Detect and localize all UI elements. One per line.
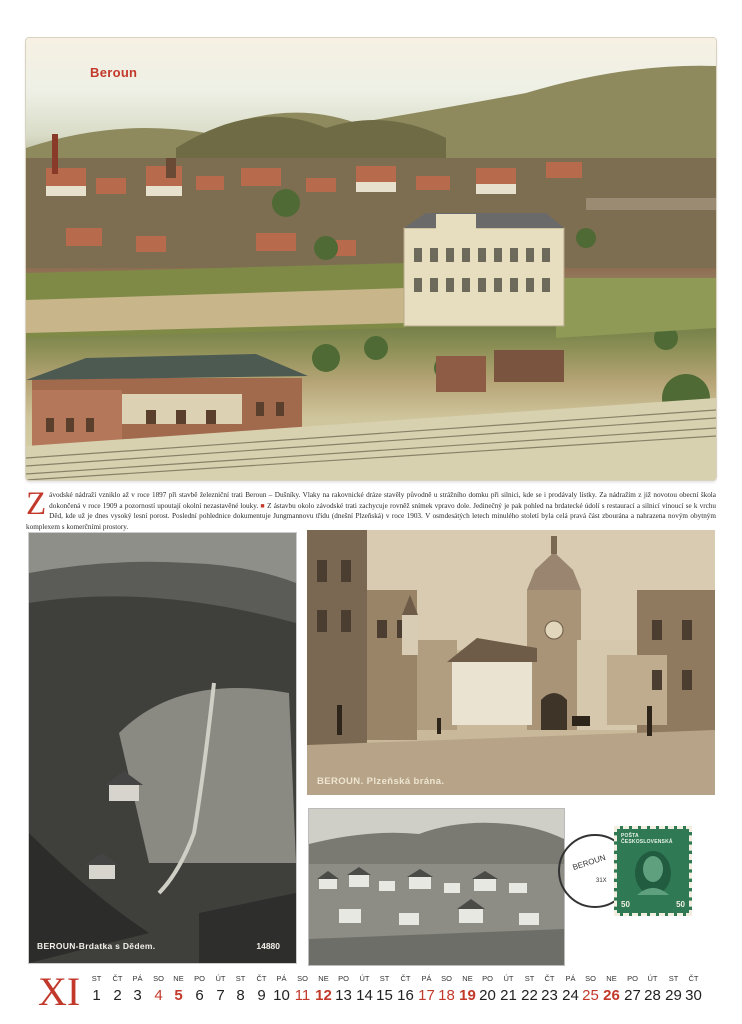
- calendar-weekday: ST: [668, 974, 679, 983]
- calendar-weekday: PÁ: [565, 974, 576, 983]
- brana-label: BEROUN. Plzeňská brána.: [317, 776, 445, 787]
- calendar-strip: [86, 974, 706, 1014]
- calendar-weekday: ST: [91, 974, 102, 983]
- top-postcard-image: [26, 38, 716, 480]
- calendar-weekday: SO: [297, 974, 308, 983]
- calendar-day-number: 2: [113, 987, 122, 1004]
- calendar-day-number: 6: [195, 987, 204, 1004]
- calendar-weekday: ČT: [400, 974, 411, 983]
- calendar-weekday: SO: [585, 974, 596, 983]
- town-panorama-photo: [308, 808, 565, 966]
- top-postcard-illustration: [26, 38, 716, 480]
- postmark-sub: 31X: [596, 878, 607, 884]
- calendar-day-number: 23: [541, 987, 558, 1004]
- calendar-day-number: 13: [335, 987, 352, 1004]
- calendar-day-number: 26: [603, 987, 620, 1004]
- postage-stamp: [614, 826, 692, 916]
- calendar-day-number: 11: [294, 987, 311, 1004]
- postcard-title: Beroun: [90, 65, 138, 80]
- calendar-day-number: 10: [273, 987, 290, 1004]
- calendar-weekday: SO: [153, 974, 164, 983]
- calendar-weekday: PO: [627, 974, 638, 983]
- calendar-day-number: 4: [154, 987, 163, 1004]
- calendar-weekday: PO: [338, 974, 349, 983]
- stamp-value-right: 50: [676, 900, 685, 909]
- caption-part-1: ávodské nádraží vzniklo až v roce 1897 při stavbě železniční trati Beroun – Dušníky. Vlaky na rakovnické dráze stavěly původně u strážního domku při silnici, kde se i prodávaly lístky. Za nádražím z již novotou obecní škola dokončená v roce 1909 a pozorností upoutají okolní nezastavěné louky.: [49, 491, 716, 510]
- month-label: XI: [38, 969, 81, 1014]
- calendar-day-number: 27: [624, 987, 641, 1004]
- brdatka-label: BEROUN-Brdatka s Dědem.: [37, 941, 156, 951]
- calendar-weekday: PO: [194, 974, 205, 983]
- calendar-day-number: 28: [644, 987, 661, 1004]
- postmark-text: BEROUN: [571, 852, 607, 873]
- calendar-day-number: 9: [257, 987, 266, 1004]
- brana-photo: [307, 530, 715, 795]
- calendar-weekday: ÚT: [359, 974, 370, 983]
- calendar-weekday: NE: [462, 974, 473, 983]
- calendar-weekday: ČT: [544, 974, 555, 983]
- calendar-weekday: ČT: [256, 974, 267, 983]
- calendar-day-number: 12: [315, 987, 332, 1004]
- calendar-day-number: 29: [665, 987, 682, 1004]
- calendar-weekday: ST: [524, 974, 535, 983]
- calendar-weekday: PO: [482, 974, 493, 983]
- calendar-weekday: ST: [235, 974, 246, 983]
- calendar-day-number: 22: [521, 987, 538, 1004]
- caption-text: [26, 486, 717, 532]
- stamp-top-text: POŠTA ČESKOSLOVENSKÁ: [621, 833, 673, 845]
- calendar-day-number: 19: [459, 987, 476, 1004]
- caption-part-2: Z ástavbu okolo závodské trati zachycuje rovněž snímek vpravo dole. Jedinečný je pak pohled na brdatecké údolí s restaurací a silnicí vinoucí se k vrchu Děd, kde už je dnes vysoký lesní porost. Poslední pohlednice dokumentuje Jungmannovu třídu (dnešní Plzeňská) v roce 1903. V osmdesátých letech minulého století byla celá pravá část zbourána a nahrazena novým obytným komplexem s komerčními prostory.: [26, 501, 717, 531]
- calendar-day-number: 25: [582, 987, 599, 1004]
- calendar-weekday: PÁ: [132, 974, 143, 983]
- calendar-weekday: PÁ: [421, 974, 432, 983]
- calendar-day-number: 15: [376, 987, 393, 1004]
- calendar-weekday: NE: [318, 974, 329, 983]
- calendar-weekday: ČT: [688, 974, 699, 983]
- calendar-day-number: 18: [438, 987, 455, 1004]
- brdatka-photo: [28, 532, 297, 964]
- brdatka-illustration: [29, 533, 296, 963]
- separator-square: ■: [260, 501, 265, 510]
- calendar-weekday: ÚT: [215, 974, 226, 983]
- calendar-weekday: SO: [441, 974, 452, 983]
- brdatka-number: 14880: [256, 941, 280, 951]
- calendar-day-number: 24: [562, 987, 579, 1004]
- drop-cap: Z: [26, 486, 47, 522]
- town-illustration: [309, 809, 564, 965]
- calendar-weekday: ÚT: [503, 974, 514, 983]
- calendar-day-number: 3: [133, 987, 142, 1004]
- calendar-weekday: PÁ: [276, 974, 287, 983]
- calendar-day-number: 1: [92, 987, 101, 1004]
- calendar-weekday: ÚT: [647, 974, 658, 983]
- calendar-day-number: 17: [418, 987, 435, 1004]
- calendar-day-number: 14: [356, 987, 373, 1004]
- calendar-day-number: 21: [500, 987, 517, 1004]
- calendar-weekday: ČT: [112, 974, 123, 983]
- calendar-weekday: ST: [379, 974, 390, 983]
- calendar-day-number: 16: [397, 987, 414, 1004]
- calendar-day-number: 5: [174, 987, 183, 1004]
- calendar-weekday: NE: [173, 974, 184, 983]
- calendar-day-number: 20: [479, 987, 496, 1004]
- brana-illustration: [307, 530, 715, 795]
- calendar-day-number: 30: [685, 987, 702, 1004]
- calendar-day-number: 8: [236, 987, 245, 1004]
- calendar-day-number: 7: [216, 987, 225, 1004]
- stamp-value-left: 50: [621, 900, 630, 909]
- calendar-weekday: NE: [606, 974, 617, 983]
